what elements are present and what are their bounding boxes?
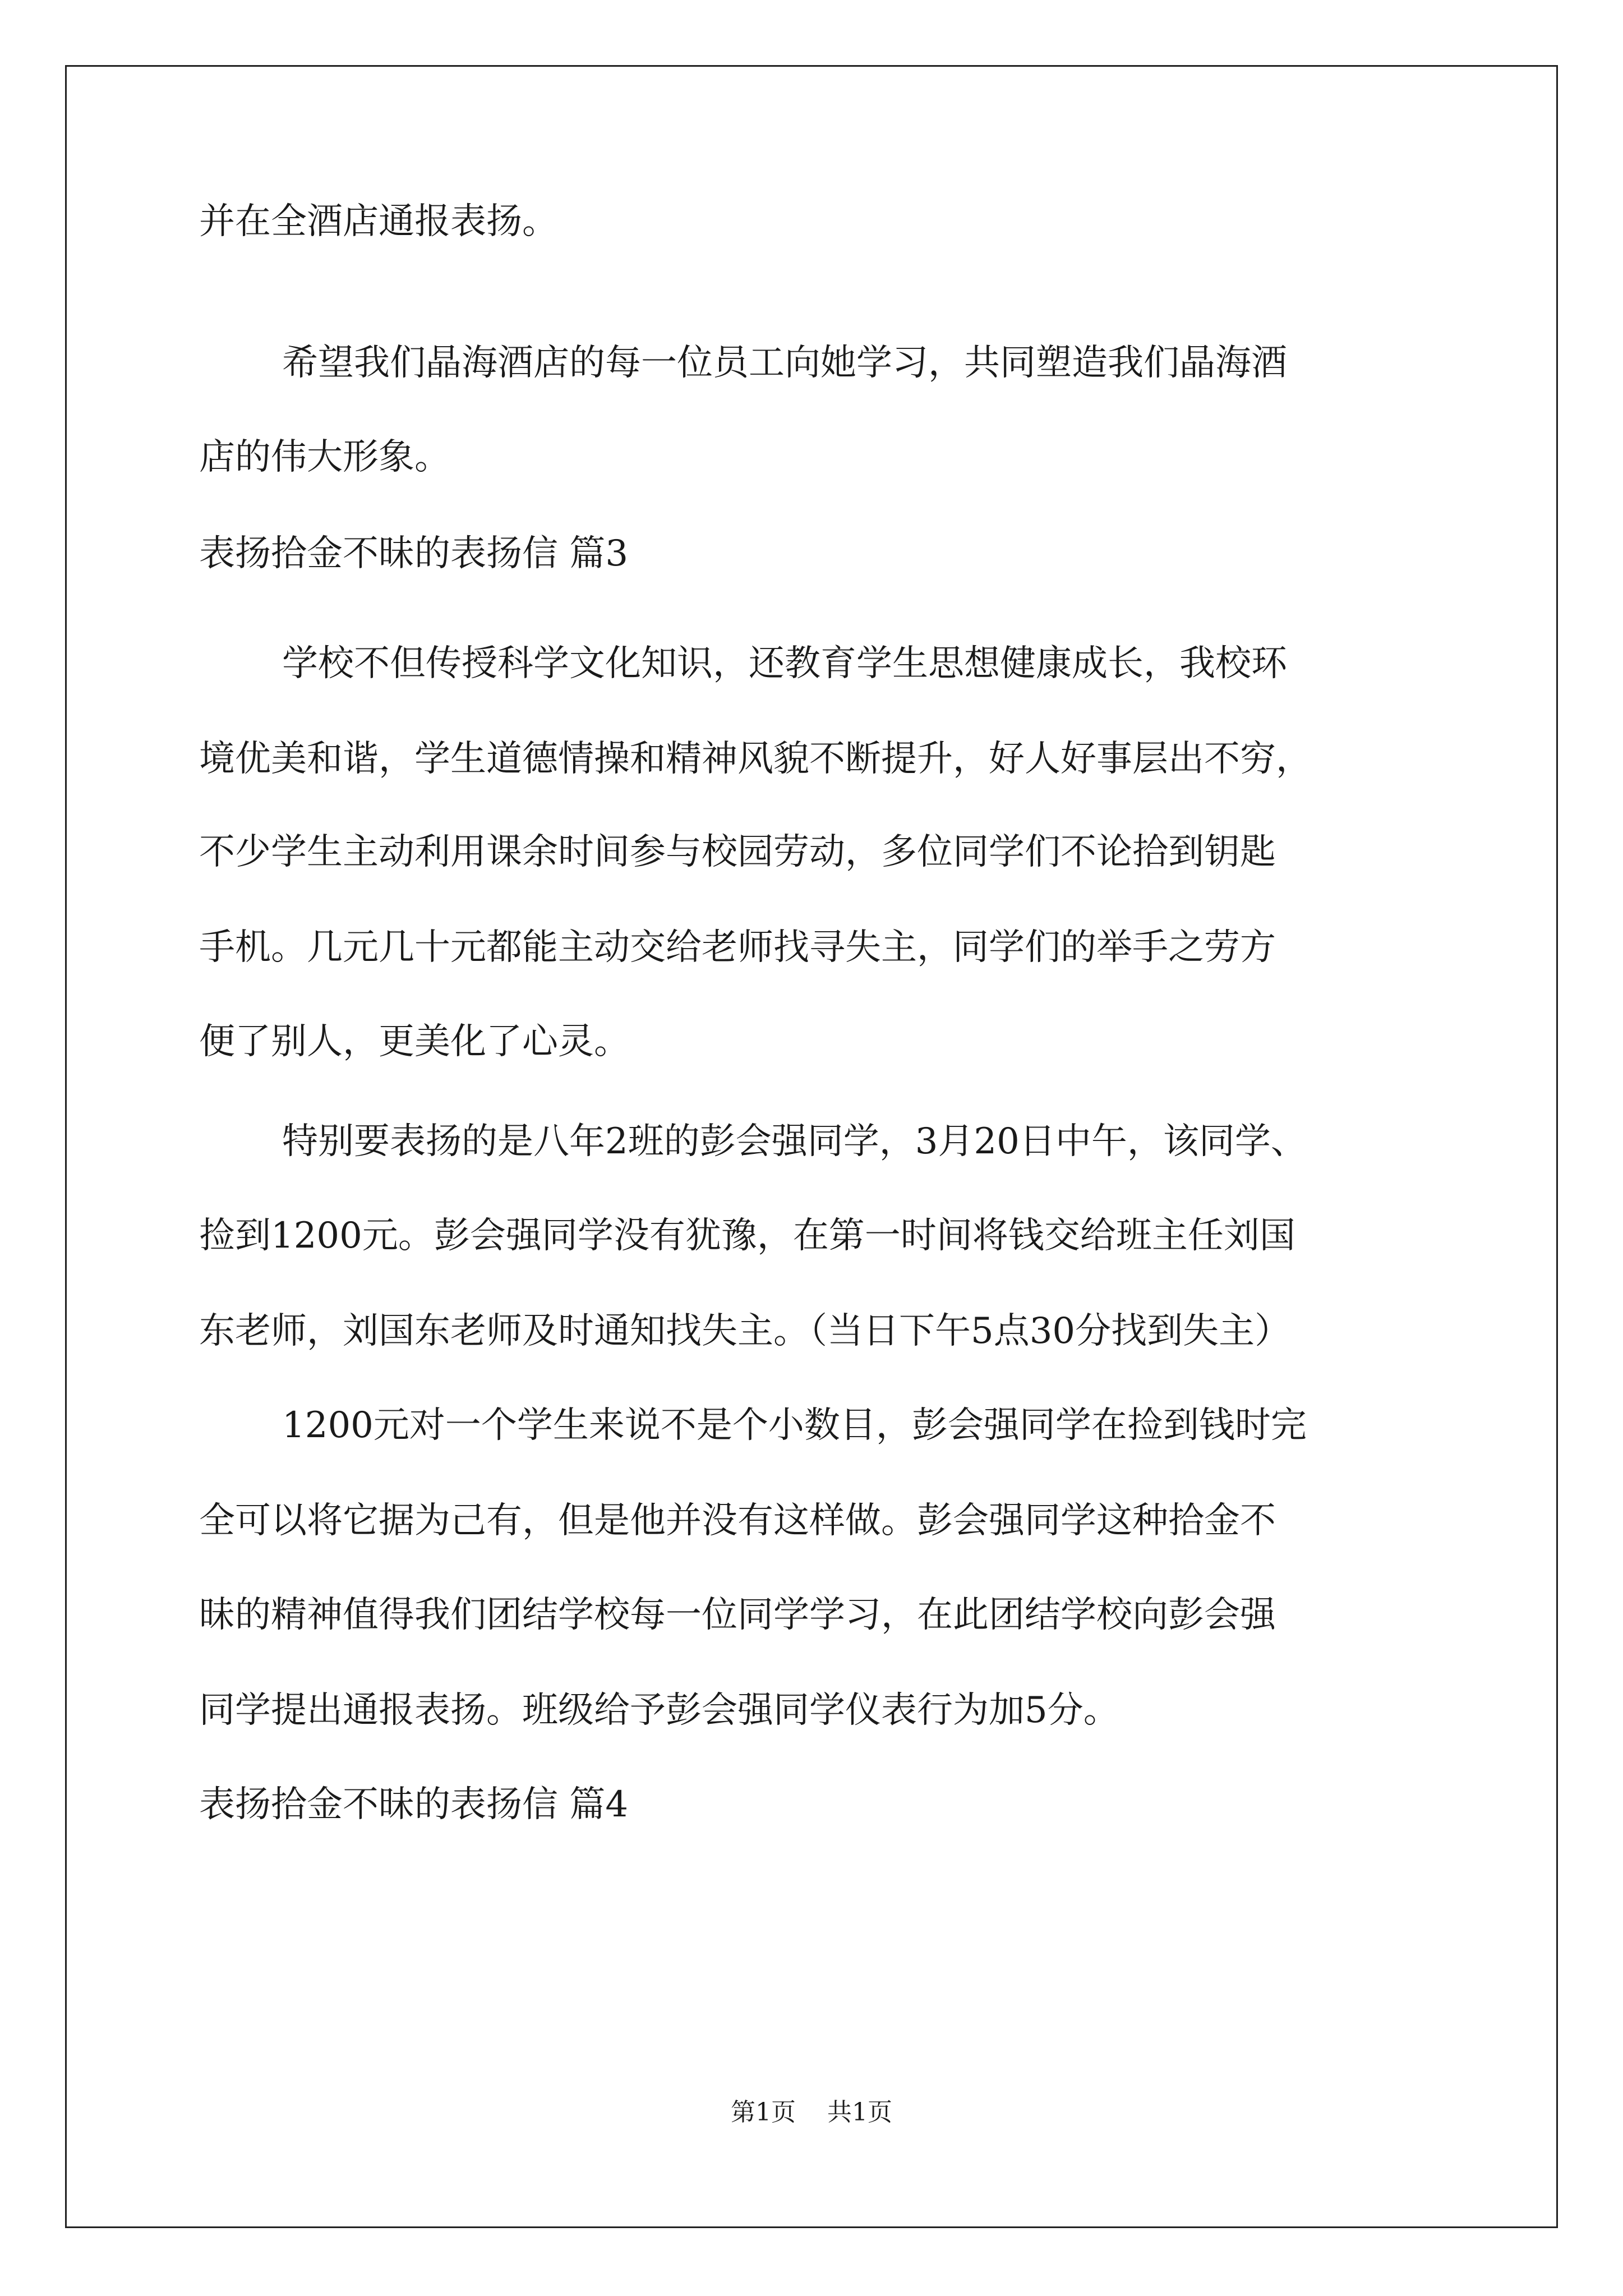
text-line-11: 捡到1200元。彭会强同学没有犹豫，在第一时间将钱交给班主任刘国	[199, 1215, 1295, 1257]
text-line-1: 并在全酒店通报表扬。	[199, 201, 558, 242]
text-line-2: 希望我们晶海酒店的每一位员工向她学习，共同塑造我们晶海酒	[282, 342, 1287, 384]
text-line-7: 不少学生主动利用课余时间参与校园劳动，多位同学们不论拾到钥匙	[199, 831, 1276, 873]
text-line-5: 学校不但传授科学文化知识，还教育学生思想健康成长，我校环	[282, 643, 1287, 684]
text-line-16: 同学提出通报表扬。班级给予彭会强同学仪表行为加5分。	[199, 1690, 1119, 1731]
page-number: 第1页	[731, 2098, 796, 2127]
text-line-15: 昧的精神值得我们团结学校每一位同学学习，在此团结学校向彭会强	[199, 1594, 1276, 1636]
text-line-10: 特别要表扬的是八年2班的彭会强同学，3月20日中午，该同学、	[282, 1121, 1307, 1162]
text-line-9: 便了别人，更美化了心灵。	[199, 1021, 630, 1062]
section-heading-3: 表扬拾金不昧的表扬信 篇3	[199, 533, 629, 574]
text-line-14: 全可以将它据为己有，但是他并没有这样做。彭会强同学这种拾金不	[199, 1500, 1276, 1542]
text-line-13: 1200元对一个学生来说不是个小数目，彭会强同学在捡到钱时完	[282, 1405, 1307, 1446]
text-line-12: 东老师，刘国东老师及时通知找失主。（当日下午5点30分找到失主）	[199, 1310, 1291, 1352]
page-total: 共1页	[827, 2098, 892, 2127]
text-line-6: 境优美和谐，学生道德情操和精神风貌不断提升，好人好事层出不穷，	[199, 738, 1312, 780]
page-footer	[0, 2097, 1623, 2128]
text-line-8: 手机。几元几十元都能主动交给老师找寻失主，同学们的举手之劳方	[199, 927, 1276, 968]
section-heading-4: 表扬拾金不昧的表扬信 篇4	[199, 1784, 629, 1825]
text-line-3: 店的伟大形象。	[199, 436, 450, 478]
